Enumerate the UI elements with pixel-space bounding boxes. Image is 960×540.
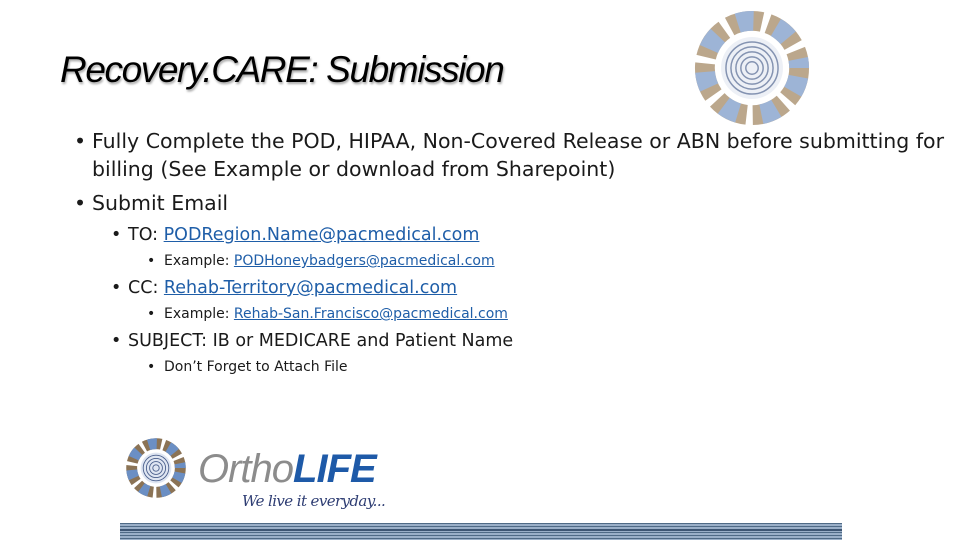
bullet-to [74, 224, 944, 246]
bullet-complete-forms: • Fully Complete the POD, HIPAA, Non-Covered Release or ABN before submitting for billing (See Example or download from Sharepoint) [74, 127, 944, 183]
brand-tagline: We live it everyday... [242, 492, 386, 510]
bullet-cc [74, 277, 944, 299]
cc-label: CC: [128, 278, 164, 298]
cc-example-label: Example: [164, 306, 234, 322]
footer-bar [120, 523, 842, 540]
brand-ortho-text: Ortho [198, 447, 294, 491]
bullet-subject: • SUBJECT: IB or MEDICARE and Patient Name [74, 330, 944, 352]
ortholife-wordmark [198, 446, 376, 492]
to-example-label: Example: [164, 253, 234, 269]
bullet-attach-note: • Don’t Forget to Attach File [74, 358, 944, 376]
bullet-list [74, 127, 944, 376]
bullet-cc-example [74, 305, 944, 323]
cc-email-link[interactable]: Rehab-Territory@pacmedical.com [163, 278, 458, 298]
brand-life-text: LIFE [293, 447, 376, 491]
to-example-email-link[interactable]: PODHoneybadgers@pacmedical.com [233, 253, 495, 269]
slide-title: Recovery.CARE: Submission [60, 49, 504, 90]
orthopedic-ring-logo-icon [690, 6, 814, 130]
cc-example-email-link[interactable]: Rehab-San.Francisco@pacmedical.com [233, 306, 508, 322]
to-email-link[interactable]: PODRegion.Name@pacmedical.com [163, 225, 480, 245]
bullet-submit-email: • Submit Email [74, 189, 944, 217]
to-label: TO: [128, 225, 164, 245]
bullet-to-example [74, 252, 944, 270]
ortholife-ring-icon [124, 436, 188, 500]
